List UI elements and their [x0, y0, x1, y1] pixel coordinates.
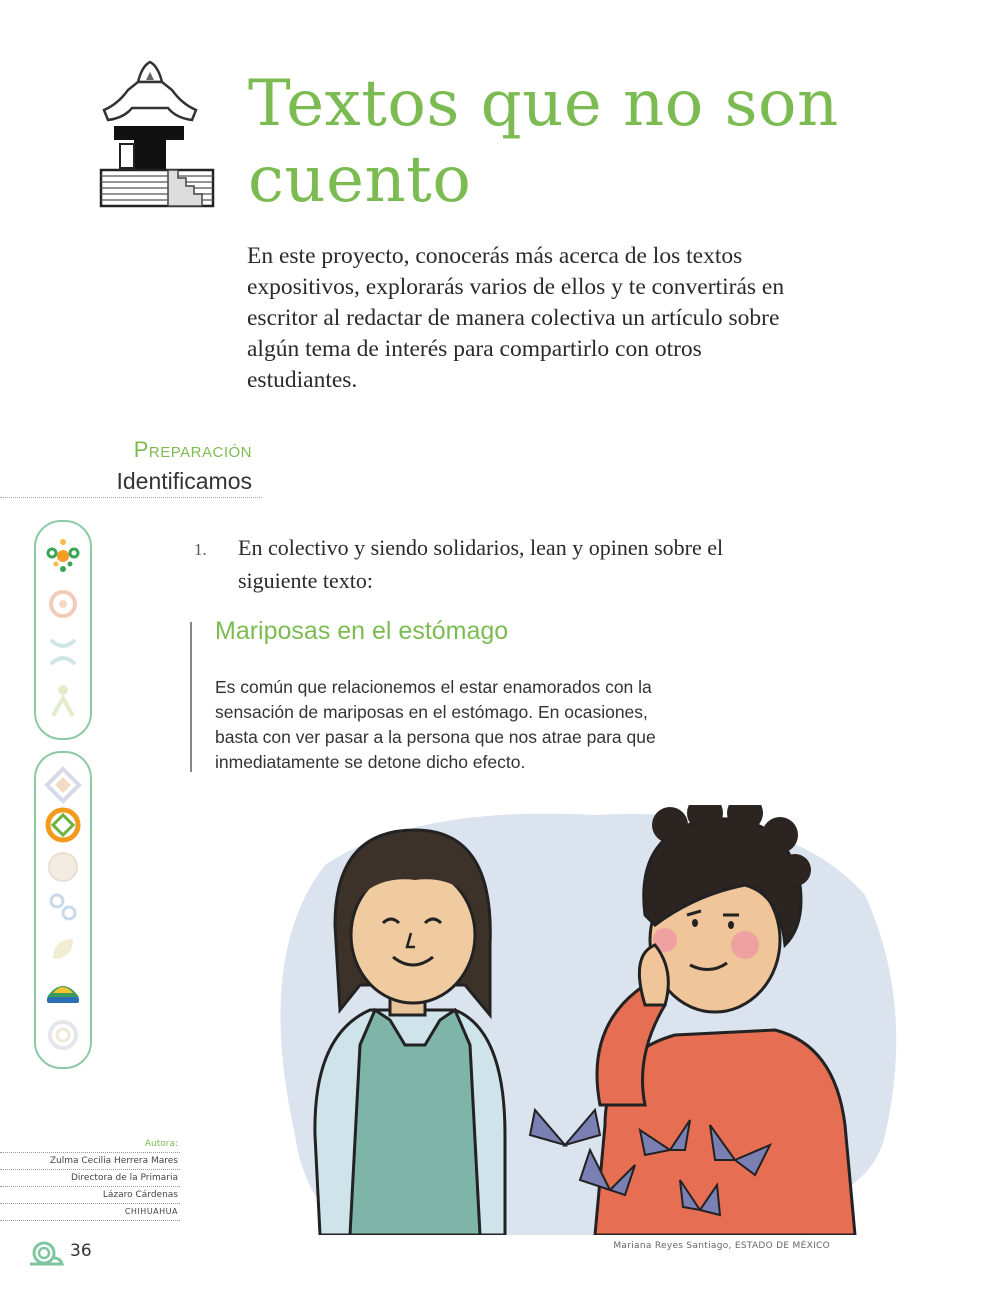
article-body: Es común que relacionemos el estar enamorados con la sensación de mariposas en el estómago. En ocasiones, basta con ver pasar a la persona que nos atrae para que inmediatamente se detone dicho efecto.: [215, 677, 656, 772]
faded-circle-icon[interactable]: [43, 847, 83, 887]
page-number: 36: [70, 1241, 92, 1261]
credit-author-name: Zulma Cecilia Herrera Mares: [0, 1153, 180, 1170]
intro-paragraph: En este proyecto, conocerás más acerca de los textos expositivos, explorarás varios de ellos y te convertirás en escritor al redactar de manera colectiva un artículo sobre algún tema de interés para compartirlo con otros estudiantes.: [247, 243, 785, 393]
two-children-illustration: [265, 805, 905, 1235]
snail-icon: [28, 1238, 64, 1268]
credit-school: Lázaro Cárdenas: [0, 1187, 180, 1204]
page-title: Textos que no son cuento: [248, 67, 839, 217]
section-divider: [0, 497, 262, 498]
faded-figure-icon[interactable]: [43, 680, 83, 720]
faded-leaf-icon[interactable]: [43, 929, 83, 969]
pyramid-temple-logo: [98, 60, 216, 210]
quote-bar: [190, 622, 192, 772]
faded-diamond-icon[interactable]: [43, 765, 83, 805]
faded-x-icon[interactable]: [43, 632, 83, 672]
phase-label: Preparación: [133, 437, 252, 462]
illustration-credit: Mariana Reyes Santiago, ESTADO DE MÉXICO: [613, 1241, 830, 1251]
faded-knot-icon[interactable]: [43, 584, 83, 624]
subphase-label: Identificamos: [116, 468, 252, 494]
credit-label: Autora:: [0, 1136, 180, 1153]
credit-author-role: Directora de la Primaria: [0, 1170, 180, 1187]
sidebar-top-group: [34, 520, 92, 740]
activity-question: [194, 532, 758, 596]
orange-ring-icon[interactable]: [43, 805, 83, 845]
faded-chain-icon[interactable]: [43, 887, 83, 927]
activity-text: En colectivo y siendo solidarios, lean y opinen sobre el siguiente texto:: [238, 535, 724, 593]
girl-figure: [315, 830, 505, 1235]
sidebar-bottom-group: [34, 751, 92, 1069]
activity-number: 1.: [194, 540, 207, 559]
credit-state: CHIHUAHUA: [0, 1204, 180, 1221]
author-credits: [0, 1136, 180, 1221]
article-title: Mariposas en el estómago: [215, 617, 509, 645]
faded-spiral-icon[interactable]: [43, 1015, 83, 1055]
flower-icon[interactable]: [43, 536, 83, 576]
turtle-icon[interactable]: [43, 971, 83, 1011]
